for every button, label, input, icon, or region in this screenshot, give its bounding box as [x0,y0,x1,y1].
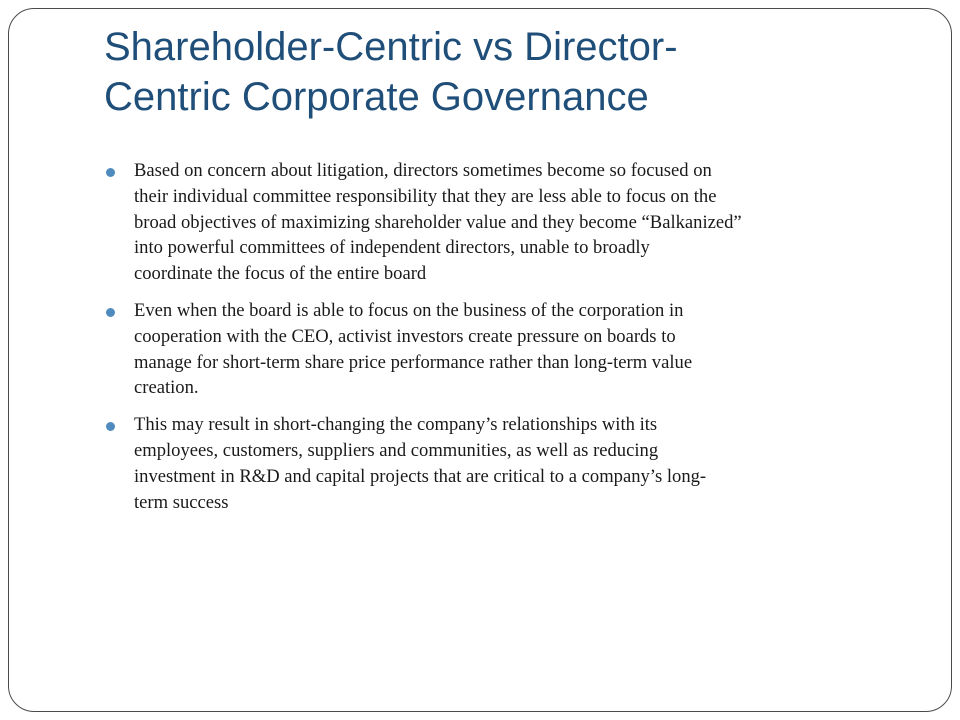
slide-title-line-1: Shareholder-Centric vs Director- [104,25,678,69]
slide-title [104,22,904,122]
bullet-1-line-2: their individual committee responsibility that they are less able to focus on the [134,185,717,207]
bullet-dot-icon [106,308,115,317]
bullet-2-line-3: manage for short-term share price performance rather than long-term value [134,351,693,373]
bullet-1-line-4: into powerful committees of independent directors, unable to broadly [134,237,650,259]
bullet-3-line-3: investment in R&D and capital projects that are critical to a company’s long- [134,465,707,487]
bullet-item [106,412,906,515]
bullet-1-line-5: coordinate the focus of the entire board [134,263,427,285]
bullet-dot-icon [106,168,115,177]
bullet-3-line-1: This may result in short-changing the company’s relationships with its [134,414,658,436]
bullet-dot-icon [106,422,115,431]
bullet-1-line-3: broad objectives of maximizing shareholder value and they become “Balkanized” [134,211,742,233]
bullet-2-line-1: Even when the board is able to focus on the business of the corporation in [134,299,684,321]
bullet-3-line-2: employees, customers, suppliers and communities, as well as reducing [134,439,659,461]
bullet-3-line-4: term success [134,491,229,513]
bullet-item [106,298,906,401]
bullet-item [106,158,906,287]
bullet-1-line-1: Based on concern about litigation, directors sometimes become so focused on [134,160,712,181]
bullet-list [106,158,906,526]
bullet-2-line-2: cooperation with the CEO, activist investors create pressure on boards to [134,325,676,347]
bullet-2-line-4: creation. [134,377,199,399]
slide-title-line-2: Centric Corporate Governance [104,75,649,119]
